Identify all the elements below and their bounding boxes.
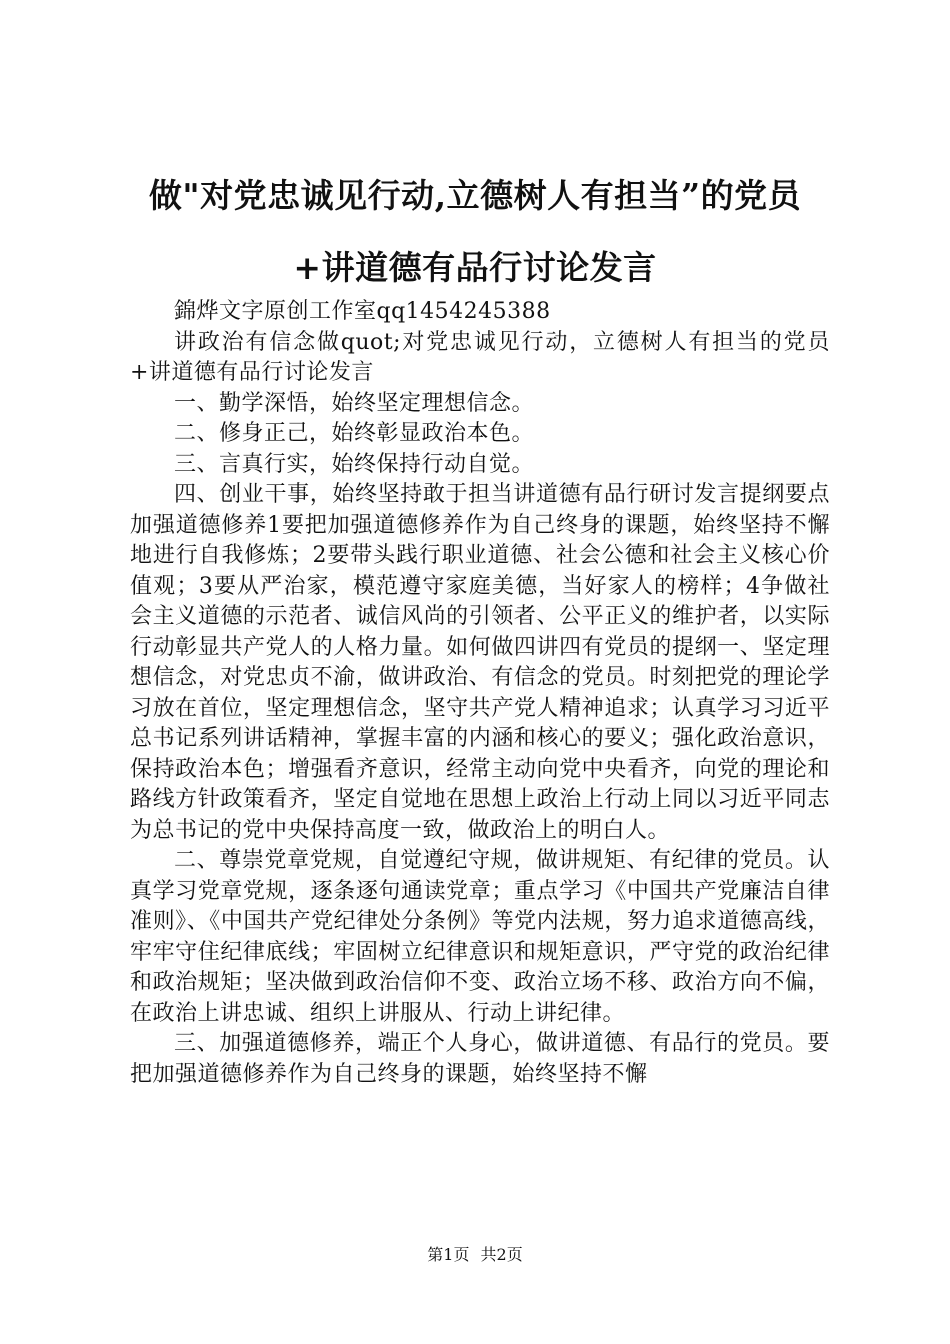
paragraph-subtitle: 讲政治有信念做quot;对党忠诚见行动，立德树人有担当的党员+讲道德有品行讨论发言	[130, 329, 830, 385]
paragraph-point-2: 二、修身正己，始终彰显政治本色。	[174, 421, 535, 446]
page-total: 共2页	[480, 1245, 523, 1264]
title-line-1: 做"对党忠诚见行动,立德树人有担当”的党员	[148, 176, 802, 215]
page-number: 第1页	[427, 1245, 470, 1264]
paragraph-point-1: 一、勤学深悟，始终坚定理想信念。	[174, 390, 535, 416]
paragraph-section-2: 二、尊崇党章党规，自觉遵纪守规，做讲规矩、有纪律的党员。认真学习党章党规，逐条逐句通读党章；重点学习《中国共产党廉洁自律准则》、《中国共产党纪律处分条例》等党内法规，努力追求道德高线，牢牢守住纪律底线；牢固树立纪律意识和规矩意识，严守党的政治纪律和政治规矩；坚决做到政治信仰不变、政治立场不移、政治方向不偏，在政治上讲忠诚、组织上讲服从、行动上讲纪律。	[130, 848, 830, 1026]
document-body	[130, 297, 830, 1090]
page-footer	[0, 1245, 950, 1265]
title-line-2: +讲道德有品行讨论发言	[293, 248, 657, 287]
document-title	[110, 160, 840, 304]
paragraph-point-3: 三、言真行实，始终保持行动自觉。	[174, 451, 535, 477]
paragraph-studio-credit: 錦烨文字原创工作室qq1454245388	[174, 299, 551, 324]
paragraph-point-4: 四、创业干事，始终坚持敢于担当讲道德有品行研讨发言提纲要点加强道德修养1要把加强道德修养作为自己终身的课题，始终坚持不懈地进行自我修炼；2要带头践行职业道德、社会公德和社会主义核心价值观；3要从严治家，模范遵守家庭美德，当好家人的榜样；4争做社会主义道德的示范者、诚信风尚的引领者、公平正义的维护者，以实际行动彰显共产党人的人格力量。如何做四讲四有党员的提纲一、坚定理想信念，对党忠贞不渝，做讲政治、有信念的党员。时刻把党的理论学习放在首位，坚定理想信念，坚守共产党人精神追求；认真学习习近平总书记系列讲话精神，掌握丰富的内涵和核心的要义；强化政治意识，保持政治本色；增强看齐意识，经常主动向党中央看齐，向党的理论和路线方针政策看齐，坚定自觉地在思想上政治上行动上同以习近平同志为总书记的党中央保持高度一致，做政治上的明白人。	[130, 482, 830, 843]
paragraph-section-3: 三、加强道德修养，端正个人身心，做讲道德、有品行的党员。要把加强道德修养作为自己终身的课题，始终坚持不懈	[130, 1031, 830, 1087]
